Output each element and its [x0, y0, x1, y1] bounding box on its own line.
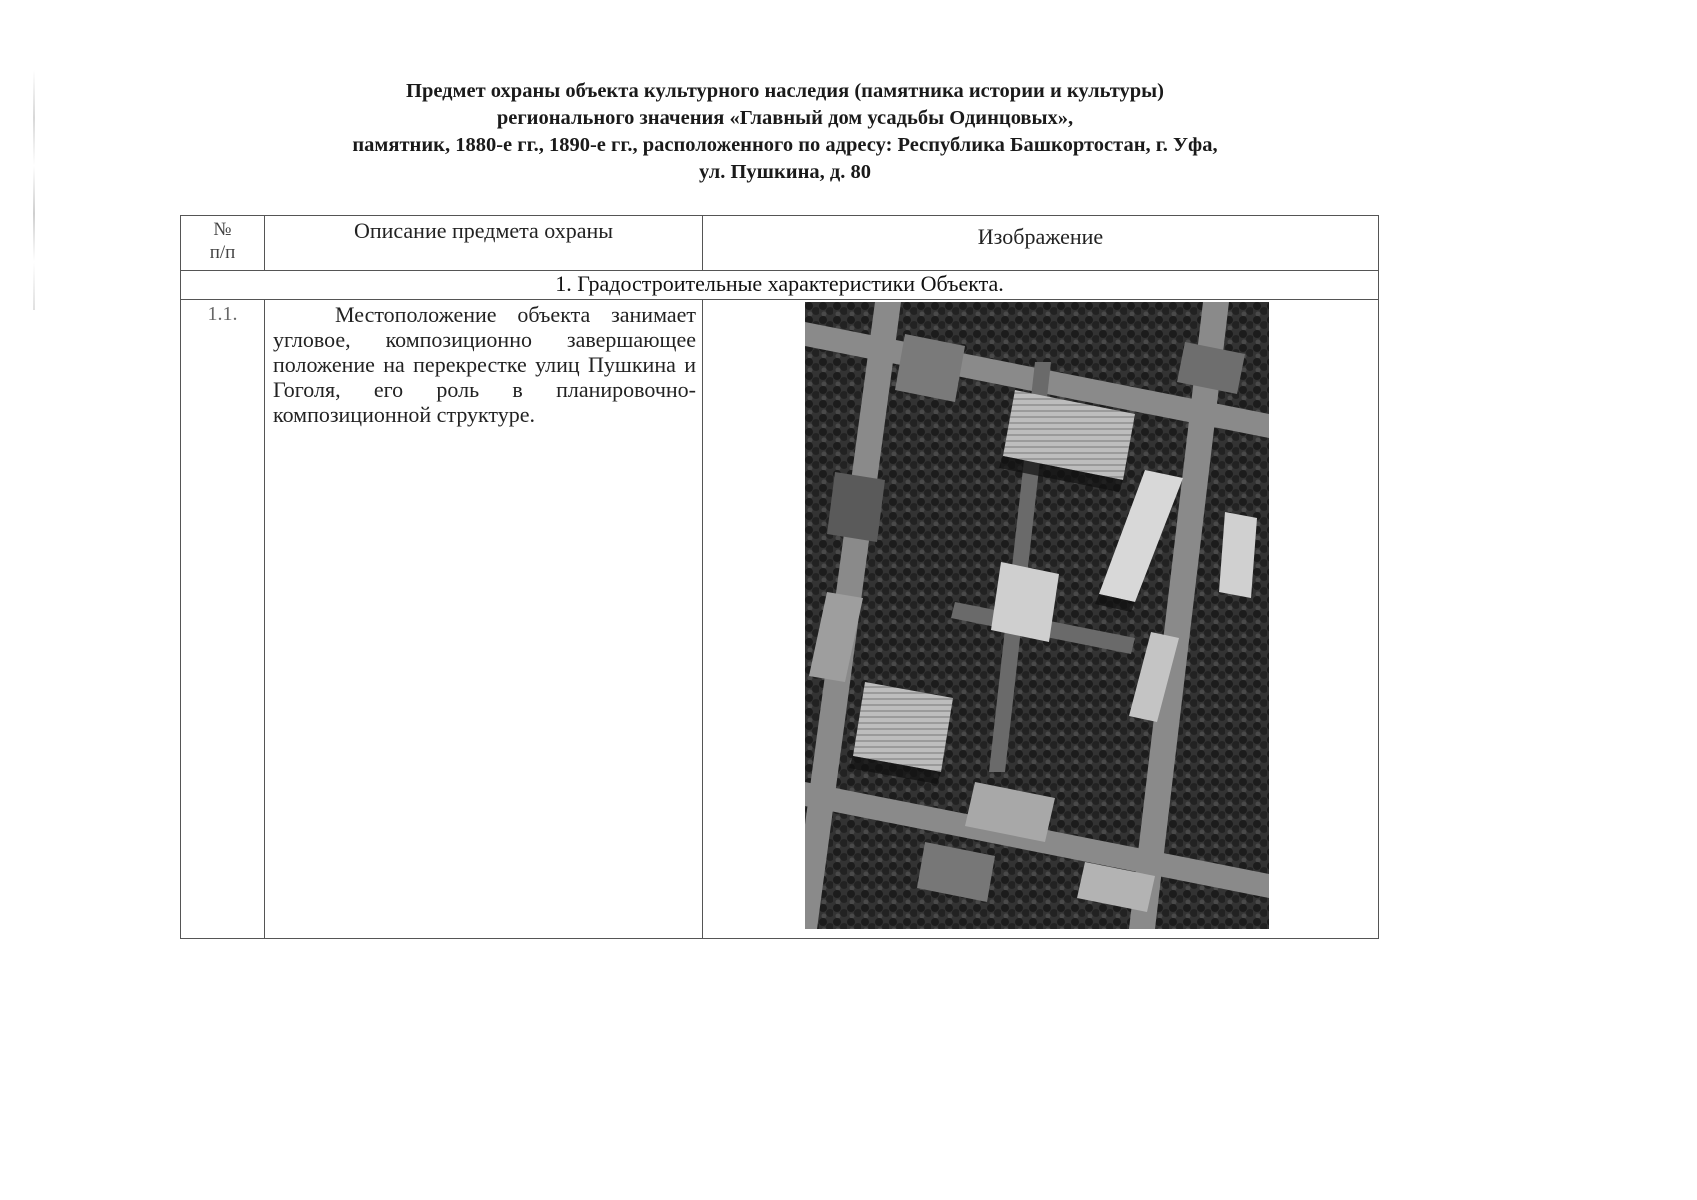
scan-edge-artifact — [33, 70, 35, 310]
header-number-line2: п/п — [209, 242, 236, 263]
row-image-cell — [703, 300, 1379, 939]
protection-table — [180, 215, 1379, 939]
document-title — [180, 78, 1390, 186]
table-header-row — [181, 216, 1379, 271]
row-description-text: Местоположение объекта занимает угловое, композиционно завершающее положение на перекрестке улиц Пушкина и Гоголя, его роль в планировочно-композиционной структуре. — [273, 302, 696, 427]
section-title: 1. Градостроительные характеристики Объекта. — [181, 271, 1379, 300]
row-number: 1.1. — [181, 300, 265, 939]
aerial-photo-graphic — [805, 302, 1269, 929]
header-number-line1: № — [213, 219, 232, 240]
header-description: Описание предмета охраны — [265, 216, 703, 271]
table-row — [181, 300, 1379, 939]
header-image: Изображение — [703, 216, 1379, 271]
title-line-4: ул. Пушкина, д. 80 — [698, 161, 872, 183]
row-description — [265, 300, 703, 939]
header-number — [181, 216, 265, 271]
title-line-1: Предмет охраны объекта культурного наследия (памятника истории и культуры) — [406, 80, 1164, 102]
section-row — [181, 271, 1379, 300]
title-line-3: памятник, 1880-е гг., 1890-е гг., расположенного по адресу: Республика Башкортостан, г. Уфа, — [352, 134, 1218, 156]
aerial-photo — [805, 302, 1269, 929]
title-line-2: регионального значения «Главный дом усадьбы Одинцовых», — [496, 107, 1074, 129]
